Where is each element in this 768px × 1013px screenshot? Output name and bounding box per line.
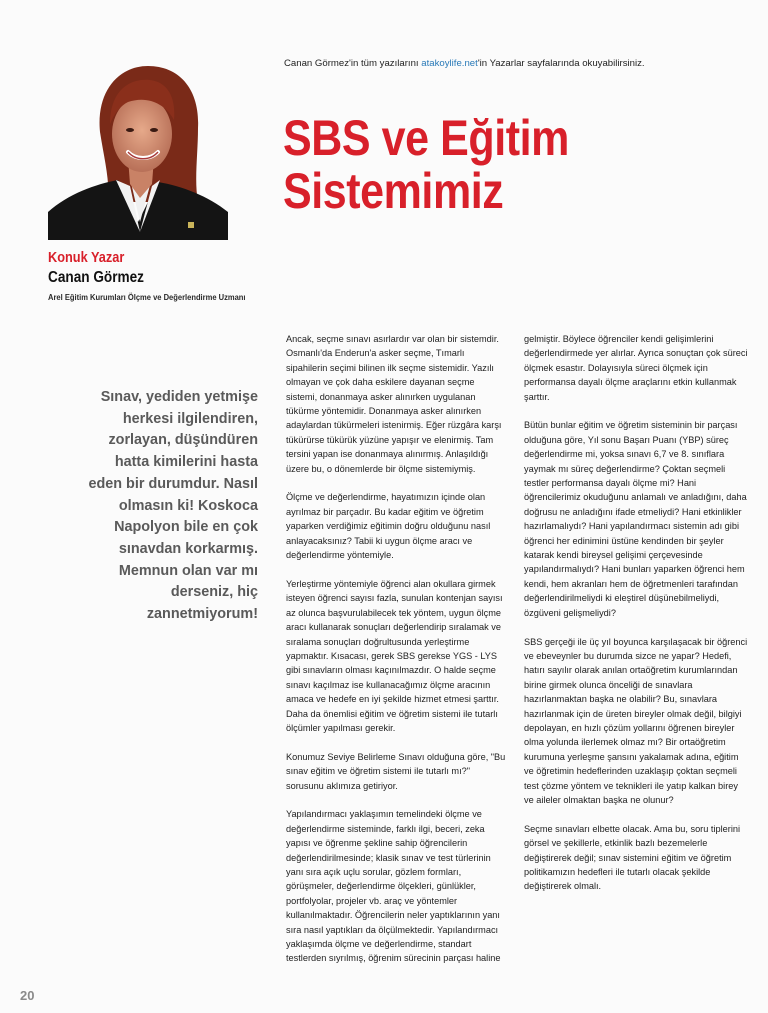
paragraph: Ancak, seçme sınavı asırlardır var olan bir sistemdir. Osmanlı'da Enderun'a asker seçme, Tımarlı sipahilerin seçimi bilinen ilk seçme sistemidir. Yazılı olmayan ve çok daha eskilere dayanan seçme sistemi, donanmaya asker alınırken uygulanan tükürme yöntemidir. Donanmaya asker alınırken adaylardan tükürmeleri istenirmiş. Eğer rüzgâra karşı tükürürse tükürük yüzüne yapışır ve elenirmiş. Tam tersini yapan ise donanmaya alınırmış. Anlaşıldığı üzere bu, o dönemlerde bir ölçme sistemiymiş. bbox=[286, 334, 502, 474]
article-title bbox=[283, 112, 661, 218]
pull-quote-line: sınavdan korkarmış. bbox=[118, 540, 258, 557]
author-role: Arel Eğitim Kurumları Ölçme ve Değerlendirme Uzmanı bbox=[48, 292, 246, 302]
pull-quote-line: Memnun olan var mı bbox=[118, 562, 258, 579]
pull-quote-line: eden bir durumdur. Nasıl bbox=[88, 475, 258, 492]
paragraph: Konumuz Seviye Belirleme Sınavı olduğuna göre, "Bu sınav eğitim ve öğretim sistemi ile tutarlı mı?" sorusunu aklımıza getiriyor. bbox=[286, 751, 506, 791]
top-note bbox=[284, 58, 754, 69]
title-line-1: SBS ve Eğitim bbox=[283, 110, 569, 166]
article-column-1 bbox=[286, 332, 508, 980]
paragraph: SBS gerçeği ile üç yıl boyunca karşılaşacak bir öğrenci ve ebeveynler bu durumda sizce ne yapar? Hedefi, hatırı sayılır olarak anılan ortaöğretim kurumlarından birine girmek olunca önceliği de sınavlara hazırlanmaktan başka ne olabilir? Bu, sınavlara hazırlanmak için de üreten bireyler olmak değil, bilgiyi depolayan, en hızlı çözüm yollarını öğrenen bireyler olma yolunda ilerlemek olmaz mı? Bir ortaöğretim kurumuna yerleşme şansını yakalamak adına, eğitim ve öğretimin hedeflerinden uzaklaşıp çoktan seçmeli test çözme yöntem ve teknikleri ile yatıp kalkan birey ve aileler olmaktan başka ne olunur? bbox=[524, 636, 748, 805]
pull-quote-line: herkesi ilgilendiren, bbox=[122, 410, 258, 427]
paragraph: Bütün bunlar eğitim ve öğretim sisteminin bir parçası olduğuna göre, Yıl sonu Başarı Puanı (YBP) süreç değerlendirme mi, yoksa sınavı 6,7 ve 8. sınıflara yaymak mı süreç değerlendirme? Çoktan seçmeli testler performansa dayalı ölçme mi? Hani öğrencilerimiz okuduğunu anlamalı ve anladığını, daha doğrusu ne anladığını ifade etmeliydi? Hani etkinlikler hazırlamalıydı? Hani yapılandırmacı sistemin adı gibi öğrenci her edinimini üstüne kendinden bir şeyler katarak kendi bireysel gelişimi çerçevesinde yapılandırmalıydı? Hani bunları yaparken öğrenci hem kendi, hem akranları hem de öğretmenleri tarafından değerlendirilmeliydi ki eleştirel düşünebilmeliydi, özgüveni gelişmeliydi? bbox=[524, 420, 747, 618]
paragraph: Ölçme ve değerlendirme, hayatımızın içinde olan ayrılmaz bir parçadır. Bu kadar eğitim ve öğretim yaparken verdiğimiz eğitimin doğru olduğunu nasıl anlayacaksınız? Tabii ki uygun ölçme aracı ve değerlendirme yöntemiyle. bbox=[286, 492, 491, 561]
pull-quote-line: hatta kimilerini hasta bbox=[114, 454, 258, 471]
pull-quote-line: Sınav, yediden yetmişe bbox=[100, 389, 258, 405]
paragraph: Seçme sınavları elbette olacak. Ama bu, soru tiplerini görsel ve şekillerle, etkinlik bazlı bezemelerle değiştirerek değil; sınav sistemini eğitim ve öğretim politikamızın hedefleri ile tutarlı olacak şekilde değiştirerek olmalı. bbox=[524, 823, 741, 892]
pull-quote-line: Napolyon bile en çok bbox=[114, 519, 258, 536]
author-name: Canan Görmez bbox=[48, 269, 144, 286]
author-portrait-image bbox=[48, 62, 228, 240]
pull-quote-line: derseniz, hiç bbox=[170, 584, 258, 601]
guest-writer-label: Konuk Yazar bbox=[48, 249, 125, 266]
paragraph: Yerleştirme yöntemiyle öğrenci alan okullara girmek isteyen öğrenci sayısı fazla, sunulan kontenjan sayısı az olunca başvurulabilecek tek yöntem, uygun ölçme aracı kullanarak sonuçları değerlendirip sıralamak ve sıralama sonuçları doğrultusunda yerleştirme yapmaktır. Kısacası, gerek SBS gerekse YGS - LYS gibi sınavların olması kaçınılmazdır. O halde seçme sınavı kaçılmaz ise kullanacağımız ölçme aracının amaca ve hedefe en iyi şekilde hizmet etmesi şarttır. Daha da önemlisi eğitim ve öğretim sistemi ile tutarlı ölçümler yapılması gerekir. bbox=[286, 578, 503, 733]
author-photo bbox=[48, 62, 228, 240]
page-number: 20 bbox=[20, 988, 35, 1003]
paragraph: gelmiştir. Böylece öğrenciler kendi gelişimlerini değerlendirmede yer alırlar. Ayrıca sonuçtan çok süreci ölçmek esastır. Dolayısıyla süreci ölçmek için performansa dayalı ölçme araçlarını etkin kullanmak şarttır. bbox=[524, 334, 748, 402]
paragraph: Yapılandırmacı yaklaşımın temelindeki ölçme ve değerlendirme sisteminde, farklı ilgi, beceri, zeka yapısı ve öğrenme şekline sahip öğrencilerin değerlendirilmesinde; klasik sınav ve test türlerinin yanı sıra açık uçlu sorular, gözlem formları, görüşmeler, değerlendirme ölçekleri, günlükler, portfolyolar, projeler vb. araç ve yöntemler kullanılmaktadır. Öğrencilerin neler yaptıklarının yanı sıra nasıl yaptıkları da ölçülmektedir. Yapılandırmacı yaklaşımda ölçme ve değerlendirme, standart testlerden sıyrılmış, öğrenim sürecinin parçası haline bbox=[286, 809, 501, 964]
title-line-2: Sistemimiz bbox=[283, 163, 504, 219]
pull-quote bbox=[58, 387, 258, 626]
article-column-2 bbox=[524, 332, 750, 908]
pull-quote-line: zorlayan, düşündüren bbox=[108, 432, 258, 449]
pull-quote-line: olmasın ki! Koskoca bbox=[118, 497, 258, 514]
top-note-before: Canan Görmez'in tüm yazılarını bbox=[284, 58, 422, 69]
top-note-after: 'in Yazarlar sayfalarında okuyabilirsiniz. bbox=[477, 58, 645, 69]
website-link[interactable]: atakoylife.net bbox=[421, 58, 478, 69]
pull-quote-line: zannetmiyorum! bbox=[146, 606, 258, 623]
